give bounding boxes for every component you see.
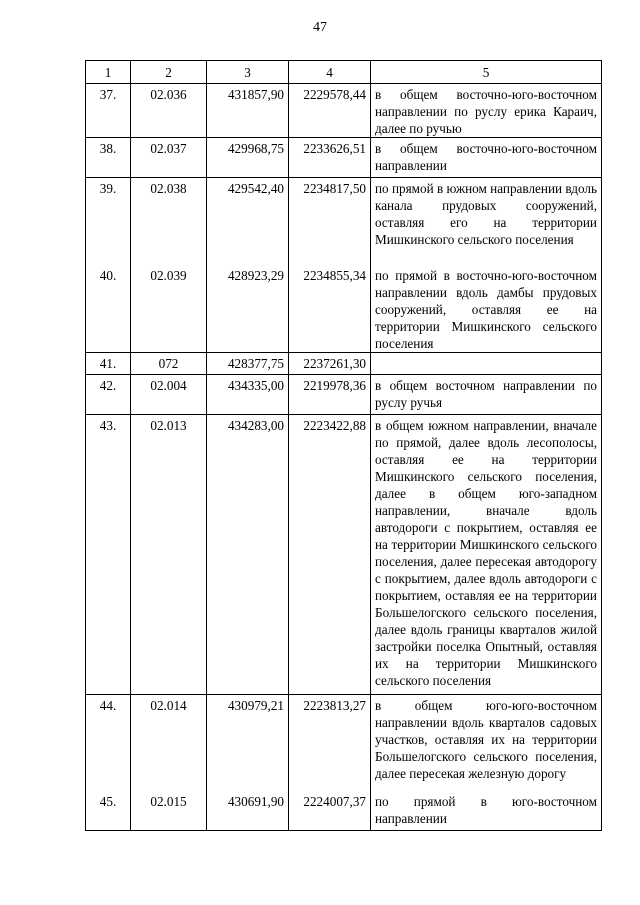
description-cell: в общем юго-юго-восточном направлении вдоль кварталов садовых участков, оставляя их на территории Большелогского сельского поселения, далее пересекая железную дорогу bbox=[371, 695, 602, 791]
table-row bbox=[86, 138, 602, 178]
column-header: 2 bbox=[131, 61, 207, 84]
y-coordinate-cell: 2223422,88 bbox=[289, 415, 371, 695]
point-code-cell: 072 bbox=[131, 353, 207, 375]
table-body bbox=[86, 84, 602, 831]
x-coordinate-cell: 430691,90 bbox=[207, 791, 289, 831]
table-row bbox=[86, 265, 602, 353]
boundary-points-table bbox=[85, 60, 602, 831]
table-row bbox=[86, 353, 602, 375]
x-coordinate-cell: 434335,00 bbox=[207, 375, 289, 415]
y-coordinate-cell: 2233626,51 bbox=[289, 138, 371, 178]
description-cell: в общем южном направлении, вначале по прямой, далее вдоль лесополосы, оставляя ее на территории Мишкинского сельского поселения, далее в общем юго-западном направлении, вначале вдоль автодороги с покрытием, оставляя ее на территории Мишкинского сельского поселения, далее пересекая автодорогу с покрытием, далее вдоль автодороги с покрытием, оставляя ее на территории Большелогского сельского поселения, далее вдоль границы кварталов жилой застройки поселка Опытный, оставляя их на территории Мишкинского сельского поселения bbox=[371, 415, 602, 695]
description-cell bbox=[371, 353, 602, 375]
x-coordinate-cell: 431857,90 bbox=[207, 84, 289, 138]
table-row bbox=[86, 84, 602, 138]
point-number-cell: 45. bbox=[86, 791, 131, 831]
point-number-cell: 42. bbox=[86, 375, 131, 415]
table-row bbox=[86, 375, 602, 415]
x-coordinate-cell: 429542,40 bbox=[207, 178, 289, 265]
x-coordinate-cell: 428923,29 bbox=[207, 265, 289, 353]
y-coordinate-cell: 2237261,30 bbox=[289, 353, 371, 375]
description-cell: по прямой в восточно-юго-восточном направлении вдоль дамбы прудовых сооружений, оставляя ее на территории Мишкинского сельского поселения bbox=[371, 265, 602, 353]
point-code-cell: 02.013 bbox=[131, 415, 207, 695]
table-row bbox=[86, 178, 602, 265]
column-header: 5 bbox=[371, 61, 602, 84]
point-number-cell: 39. bbox=[86, 178, 131, 265]
description-cell: в общем восточном направлении по руслу ручья bbox=[371, 375, 602, 415]
point-code-cell: 02.014 bbox=[131, 695, 207, 791]
point-number-cell: 41. bbox=[86, 353, 131, 375]
description-cell: в общем восточно-юго-восточном направлении bbox=[371, 138, 602, 178]
point-number-cell: 40. bbox=[86, 265, 131, 353]
column-header: 1 bbox=[86, 61, 131, 84]
point-code-cell: 02.015 bbox=[131, 791, 207, 831]
description-cell: по прямой в юго-восточном направлении bbox=[371, 791, 602, 831]
y-coordinate-cell: 2223813,27 bbox=[289, 695, 371, 791]
point-number-cell: 38. bbox=[86, 138, 131, 178]
y-coordinate-cell: 2234855,34 bbox=[289, 265, 371, 353]
x-coordinate-cell: 429968,75 bbox=[207, 138, 289, 178]
point-code-cell: 02.004 bbox=[131, 375, 207, 415]
point-code-cell: 02.036 bbox=[131, 84, 207, 138]
point-code-cell: 02.038 bbox=[131, 178, 207, 265]
table-row bbox=[86, 695, 602, 791]
y-coordinate-cell: 2229578,44 bbox=[289, 84, 371, 138]
page-number: 47 bbox=[313, 20, 327, 35]
y-coordinate-cell: 2224007,37 bbox=[289, 791, 371, 831]
x-coordinate-cell: 428377,75 bbox=[207, 353, 289, 375]
table-row bbox=[86, 791, 602, 831]
column-header: 4 bbox=[289, 61, 371, 84]
point-code-cell: 02.039 bbox=[131, 265, 207, 353]
description-cell: в общем восточно-юго-восточном направлении по руслу ерика Караич, далее по ручью bbox=[371, 84, 602, 138]
description-cell: по прямой в южном направлении вдоль канала прудовых сооружений, оставляя его на территории Мишкинского сельского поселения bbox=[371, 178, 602, 265]
point-number-cell: 37. bbox=[86, 84, 131, 138]
y-coordinate-cell: 2234817,50 bbox=[289, 178, 371, 265]
y-coordinate-cell: 2219978,36 bbox=[289, 375, 371, 415]
point-code-cell: 02.037 bbox=[131, 138, 207, 178]
point-number-cell: 43. bbox=[86, 415, 131, 695]
table-row bbox=[86, 415, 602, 695]
table-header-row bbox=[86, 61, 602, 84]
x-coordinate-cell: 434283,00 bbox=[207, 415, 289, 695]
column-header: 3 bbox=[207, 61, 289, 84]
point-number-cell: 44. bbox=[86, 695, 131, 791]
x-coordinate-cell: 430979,21 bbox=[207, 695, 289, 791]
